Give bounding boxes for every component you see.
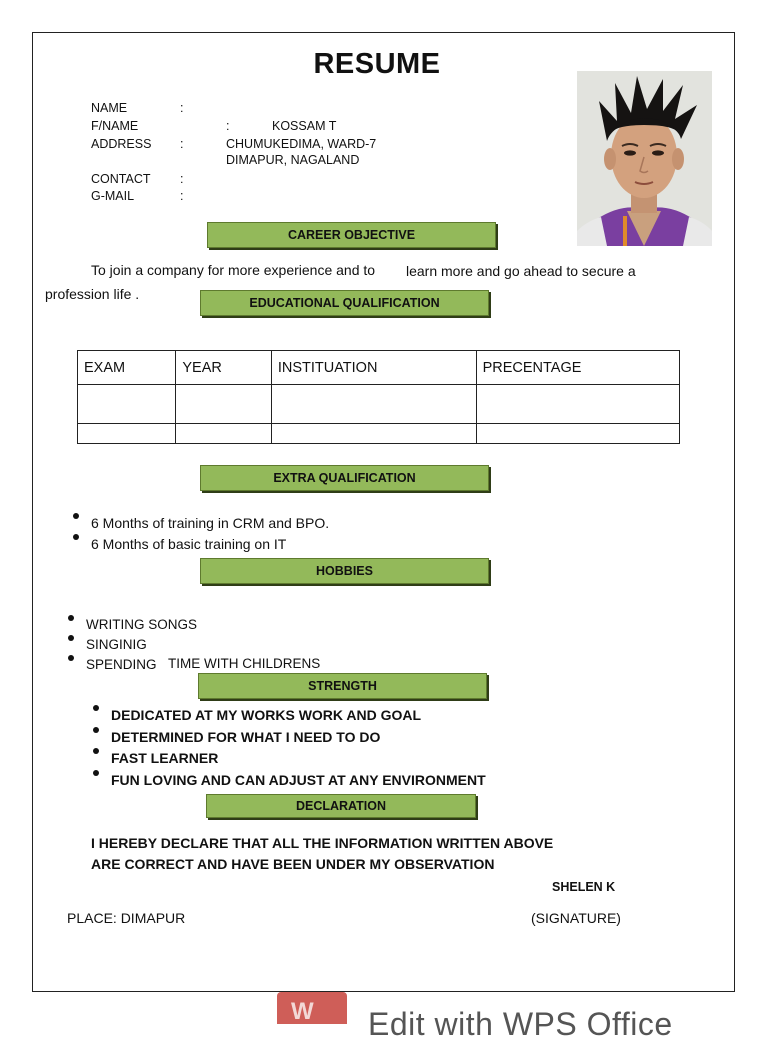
signature-name: SHELEN K (552, 880, 616, 894)
objective-line2: profession life . (45, 286, 140, 302)
strength-list (93, 705, 486, 791)
list-item: 6 Months of basic training on IT (73, 534, 329, 555)
address-line2: DIMAPUR, NAGALAND (226, 153, 360, 167)
fname-label: F/NAME (91, 119, 139, 133)
profile-photo (577, 71, 712, 246)
list-item: FAST LEARNER (93, 748, 486, 770)
list-item: SPENDING (68, 655, 197, 675)
table-cell (78, 385, 176, 424)
hobby-continued: TIME WITH CHILDRENS (168, 656, 321, 671)
hobbies-heading: HOBBIES (200, 558, 489, 584)
place: PLACE: DIMAPUR (67, 910, 186, 926)
wps-logo-icon: W (277, 992, 347, 1024)
gmail-colon: : (180, 189, 184, 203)
address-line1: CHUMUKEDIMA, WARD-7 (226, 137, 377, 151)
table-row (78, 385, 680, 424)
table-cell (176, 385, 271, 424)
wps-watermark-text: Edit with WPS Office (368, 1006, 673, 1042)
table-header-institution: INSTITUATION (271, 351, 476, 385)
contact-label: CONTACT (91, 172, 151, 186)
table-cell (271, 424, 476, 444)
table-header-percentage: PRECENTAGE (476, 351, 679, 385)
list-item: WRITING SONGS (68, 615, 197, 635)
address-label: ADDRESS (91, 137, 152, 151)
list-item: DEDICATED AT MY WORKS WORK AND GOAL (93, 705, 486, 727)
page-title: RESUME (313, 48, 441, 80)
contact-colon: : (180, 172, 184, 186)
declaration-line2: ARE CORRECT AND HAVE BEEN UNDER MY OBSERVATION (91, 856, 495, 872)
list-item: FUN LOVING AND CAN ADJUST AT ANY ENVIRONMENT (93, 770, 486, 792)
table-header-year: YEAR (176, 351, 271, 385)
table-cell (78, 424, 176, 444)
education-table (77, 350, 680, 444)
list-item: DETERMINED FOR WHAT I NEED TO DO (93, 727, 486, 749)
fname-colon: : (226, 119, 230, 133)
gmail-label: G-MAIL (91, 189, 135, 203)
objective-line1a: To join a company for more experience and to (91, 262, 376, 278)
address-colon: : (180, 137, 184, 151)
list-item: 6 Months of training in CRM and BPO. (73, 513, 329, 534)
table-cell (271, 385, 476, 424)
table-cell (176, 424, 271, 444)
declaration-line1: I HEREBY DECLARE THAT ALL THE INFORMATION WRITTEN ABOVE (91, 835, 554, 851)
objective-line1b: learn more and go ahead to secure a (406, 263, 636, 279)
signature-label: (SIGNATURE) (531, 910, 621, 926)
extra-qualification-list (73, 513, 329, 555)
table-cell (476, 385, 679, 424)
fname-value: KOSSAM T (272, 119, 337, 133)
strength-heading: STRENGTH (198, 673, 487, 699)
career-objective-heading: CAREER OBJECTIVE (207, 222, 496, 248)
table-header-exam: EXAM (78, 351, 176, 385)
declaration-heading: DECLARATION (206, 794, 476, 818)
table-header-row (78, 351, 680, 385)
education-heading: EDUCATIONAL QUALIFICATION (200, 290, 489, 316)
table-row (78, 424, 680, 444)
name-label: NAME (91, 101, 128, 115)
extra-qualification-heading: EXTRA QUALIFICATION (200, 465, 489, 491)
table-cell (476, 424, 679, 444)
list-item: SINGINIG (68, 635, 197, 655)
name-colon: : (180, 101, 184, 115)
